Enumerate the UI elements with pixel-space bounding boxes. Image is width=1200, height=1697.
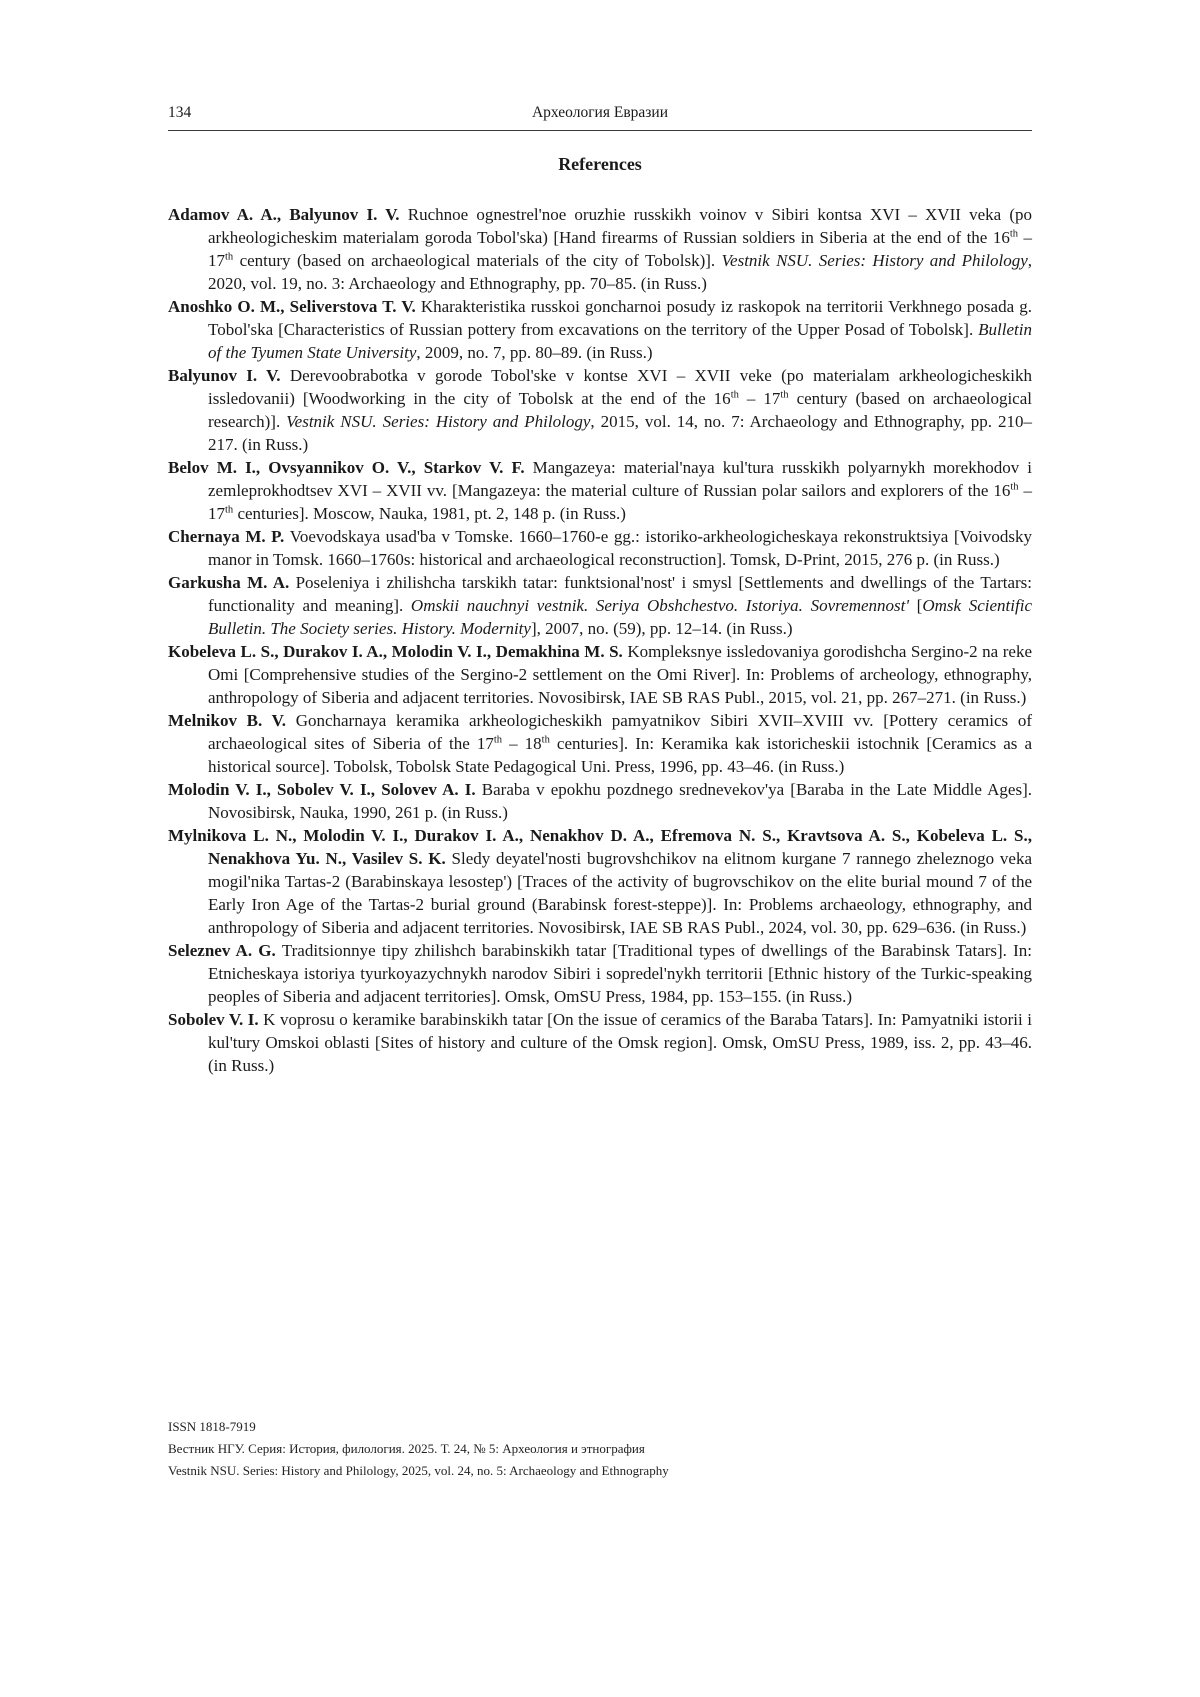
reference-authors: Anoshko O. M., Seliverstova T. V. [168, 297, 421, 316]
reference-text: – 17 [208, 481, 1032, 523]
reference-text: century (based on archaeological research)]. [208, 389, 1032, 431]
reference-text: th [541, 734, 550, 746]
reference-journal-title: Vestnik NSU. Series: History and Philology [721, 251, 1028, 270]
reference-text: Voevodskaya usad'ba v Tomske. 1660–1760-e gg.: istoriko-arkheologicheskaya rekonstruktsiya [Voivodsky manor in Tomsk. 1660–1760s: historical and archaeological reconstruction]. Tomsk, D-Print, 2015, 276 p. (in Russ.) [208, 527, 1032, 569]
reference-entry [168, 939, 1032, 1008]
references-title: References [558, 154, 642, 174]
reference-authors: Seleznev A. G. [168, 941, 282, 960]
reference-entry [168, 525, 1032, 571]
reference-text: Mangazeya: material'naya kul'tura russkikh polyarnykh morekhodov i zemleprokhodtsev XVI – XVII vv. [Mangazeya: the material culture of Russian polar sailors and explorers of the 16 [208, 458, 1032, 500]
reference-authors: Chernaya M. P. [168, 527, 290, 546]
references-list [168, 203, 1032, 1077]
reference-entry [168, 778, 1032, 824]
reference-authors: Molodin V. I., Sobolev V. I., Solovev A. I. [168, 780, 482, 799]
reference-authors: Sobolev V. I. [168, 1010, 264, 1029]
reference-text: – 17 [738, 389, 781, 408]
page-footer [168, 1416, 1032, 1482]
reference-text: Derevoobrabotka v gorode Tobol'ske v kontse XVI – XVII veke (po materialam arkheologicheskikh issledovanii) [Woodworking in the city of Tobolsk at the end of the 16 [208, 366, 1032, 408]
journal-line-ru: Вестник НГУ. Серия: История, филология. 2025. Т. 24, № 5: Археология и этнография [168, 1441, 645, 1456]
reference-journal-title: Bulletin of the Tyumen State University [208, 320, 1032, 362]
reference-text: , 2015, vol. 14, no. 7: Archaeology and Ethnography, pp. 210–217. (in Russ.) [208, 412, 1032, 454]
reference-authors: Melnikov B. V. [168, 711, 296, 730]
reference-text: [ [909, 596, 923, 615]
reference-text: ], 2007, no. (59), pp. 12–14. (in Russ.) [530, 619, 793, 638]
reference-text: Poseleniya i zhilishcha tarskikh tatar: funktsional'nost' i smysl [Settlements and dwellings of the Tartars: functionality and meaning]. [208, 573, 1032, 615]
reference-authors: Mylnikova L. N., Molodin V. I., Durakov I. A., Nenakhov D. A., Efremova N. S., Kravtsova A. S., Kobeleva L. S., Nenakhova Yu. N., Vasilev S. K. [168, 826, 1032, 868]
reference-authors: Garkusha M. A. [168, 573, 296, 592]
reference-text: th [780, 389, 789, 401]
page-header [168, 103, 1032, 131]
reference-text: , 2020, vol. 19, no. 3: Archaeology and Ethnography, pp. 70–85. (in Russ.) [208, 251, 1033, 293]
reference-text: centuries]. Moscow, Nauka, 1981, pt. 2, 148 p. (in Russ.) [233, 504, 626, 523]
journal-line-en: Vestnik NSU. Series: History and Philology, 2025, vol. 24, no. 5: Archaeology and Ethnography [168, 1463, 669, 1478]
reference-text: th [493, 734, 503, 746]
reference-text: th [1009, 228, 1019, 240]
reference-text: century (based on archaeological materials of the city of Tobolsk)]. [233, 251, 722, 270]
reference-text: Sledy deyatel'nosti bugrovshchikov na elitnom kurgane 7 rannego zheleznogo veka mogil'nika Tartas-2 (Barabinskaya lesostep') [Traces of the activity of bugrovschikov on the elite burial mound 7 of the Early Iron Age of the Tartas-2 burial ground (Barabinsk forest-steppe)]. In: Problems archaeology, ethnography, and anthropology of Siberia and adjacent territories. Novosibirsk, IAE SB RAS Publ., 2024, vol. 30, pp. 629–636. (in Russ.) [208, 849, 1033, 937]
reference-text: Baraba v epokhu pozdnego srednevekov'ya [Baraba in the Late Middle Ages]. Novosibirsk, Nauka, 1990, 261 p. (in Russ.) [208, 780, 1032, 822]
reference-text: , 2009, no. 7, pp. 80–89. (in Russ.) [416, 343, 653, 362]
reference-entry [168, 456, 1032, 525]
reference-authors: Belov M. I., Ovsyannikov O. V., Starkov V. F. [168, 458, 533, 477]
reference-text: – 18 [502, 734, 542, 753]
reference-journal-title: Omsk Scientific Bulletin. The Society series. History. Modernity [208, 596, 1032, 638]
reference-journal-title: Omskii nauchnyi vestnik. Seriya Obshchestvo. Istoriya. Sovremennost' [410, 596, 909, 615]
reference-text: K voprosu o keramike barabinskikh tatar [On the issue of ceramics of the Baraba Tatars]. In: Pamyatniki istorii i kul'tury Omskoi oblasti [Sites of history and culture of the Omsk region]. Omsk, OmSU Press, 1989, iss. 2, pp. 43–46. (in Russ.) [208, 1010, 1032, 1075]
running-title: Археология Евразии [531, 104, 668, 121]
reference-text: th [1010, 481, 1019, 493]
reference-text: Kharakteristika russkoi goncharnoi posudy iz raskopok na territorii Verkhnego posada g. Tobol'ska [Characteristics of Russian pottery from excavations on the territory of the Upper Posad of Tobolsk]. [208, 297, 1032, 339]
reference-authors: Balyunov I. V. [168, 366, 290, 385]
reference-text: centuries]. In: Keramika kak istoricheskii istochnik [Ceramics as a historical source]. Tobolsk, Tobolsk State Pedagogical Uni. Press, 1996, pp. 43–46. (in Russ.) [208, 734, 1032, 776]
reference-text: th [730, 389, 739, 401]
issn-line: ISSN 1818-7919 [168, 1419, 256, 1434]
reference-text: – 17 [208, 228, 1032, 270]
reference-text: th [225, 504, 234, 516]
reference-authors: Kobeleva L. S., Durakov I. A., Molodin V. I., Demakhina M. S. [168, 642, 628, 661]
reference-entry [168, 1008, 1032, 1077]
reference-entry [168, 571, 1032, 640]
reference-entry [168, 295, 1032, 364]
reference-text: Traditsionnye tipy zhilishch barabinskikh tatar [Traditional types of dwellings of the Barabinsk Tatars]. In: Etnicheskaya istoriya tyurkoyazychnykh narodov Sibiri i sopredel'nykh territorii [Ethnic history of the Turkic-speaking peoples of Siberia and adjacent territories]. Omsk, OmSU Press, 1984, pp. 153–155. (in Russ.) [208, 941, 1032, 1006]
reference-entry [168, 824, 1032, 939]
reference-authors: Adamov A. A., Balyunov I. V. [168, 205, 408, 224]
reference-text: Ruchnoe ognestrel'noe oruzhie russkikh voinov v Sibiri kontsa XVI – XVII veka (po arkheologicheskim materialam goroda Tobol'ska) [Hand firearms of Russian soldiers in Siberia at the end of the 16 [208, 205, 1032, 247]
reference-entry [168, 709, 1032, 778]
reference-text: Goncharnaya keramika arkheologicheskikh pamyatnikov Sibiri XVII–XVIII vv. [Pottery ceramics of archaeological sites of Siberia of the 17 [208, 711, 1032, 753]
reference-entry [168, 364, 1032, 456]
page-number: 134 [168, 104, 192, 121]
reference-entry [168, 640, 1032, 709]
reference-journal-title: Vestnik NSU. Series: History and Philology [286, 412, 591, 431]
reference-text: th [225, 251, 234, 263]
reference-entry [168, 203, 1032, 295]
reference-text: Kompleksnye issledovaniya gorodishcha Sergino-2 na reke Omi [Comprehensive studies of the Sergino-2 settlement on the Omi River]. In: Problems of archeology, ethnography, anthropology of Siberia and adjacent territories. Novosibirsk, IAE SB RAS Publ., 2015, vol. 21, pp. 267–271. (in Russ.) [208, 642, 1032, 707]
